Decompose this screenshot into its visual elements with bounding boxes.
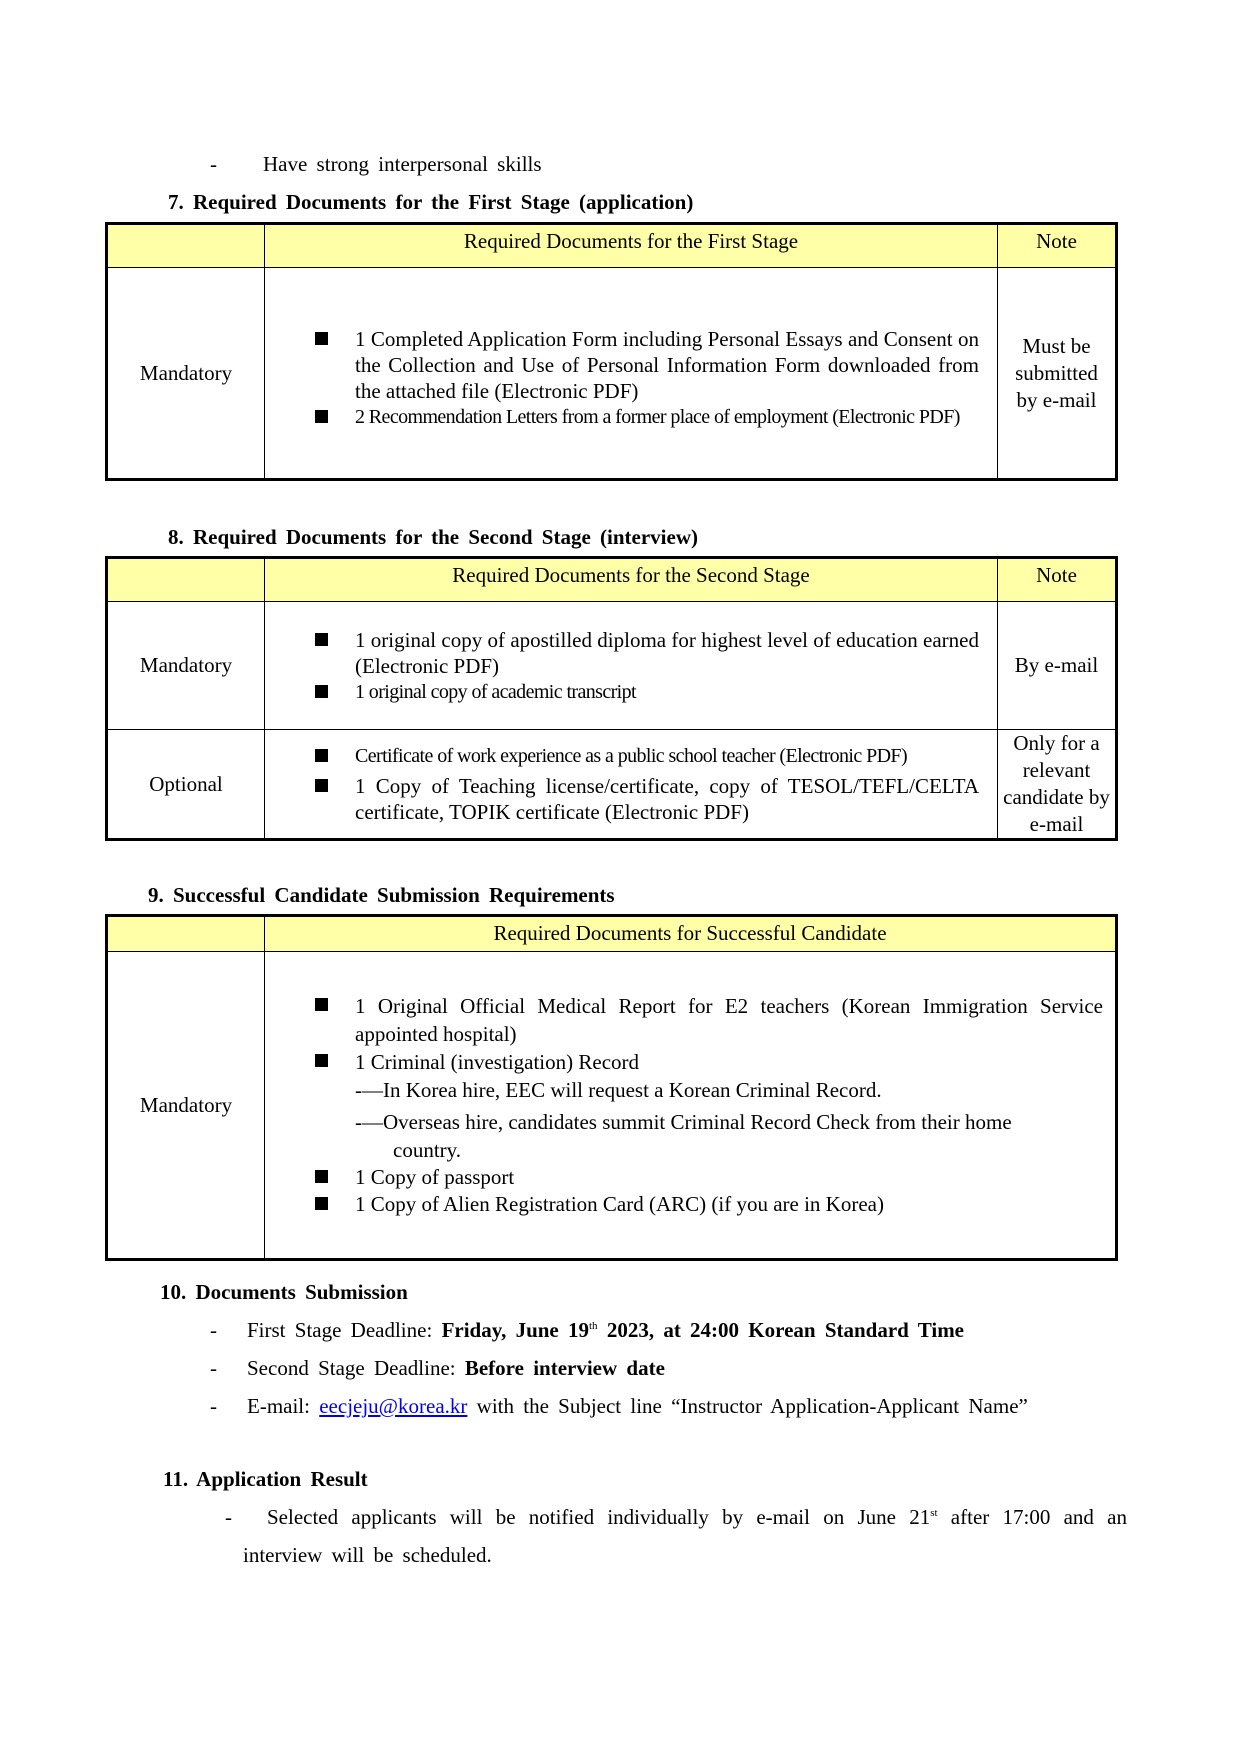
deadline2-marker: - (210, 1356, 217, 1380)
documents-cell (265, 602, 998, 730)
intro-bullet-text: Have strong interpersonal skills (263, 152, 542, 176)
square-bullet-icon (315, 633, 328, 646)
section7-header-documents: Required Documents for the First Stage (265, 224, 998, 268)
documents-cell (265, 268, 998, 480)
list-item: 1 Copy of Alien Registration Card (ARC) (if you are in Korea) (265, 1191, 1103, 1218)
section7-header-blank (107, 224, 265, 268)
section8-title: 8. Required Documents for the Second Stage (interview) (168, 525, 699, 549)
square-bullet-icon (315, 749, 328, 762)
section9-title: 9. Successful Candidate Submission Requirements (148, 883, 615, 907)
square-bullet-icon (315, 1170, 328, 1183)
row-label-mandatory: Mandatory (107, 602, 265, 730)
list-item: Certificate of work experience as a public school teacher (Electronic PDF) (265, 743, 979, 769)
table-row (107, 730, 1117, 840)
email-line: E-mail: eecjeju@korea.kr with the Subject line “Instructor Application-Applicant Name” (247, 1394, 1028, 1418)
criminal-record-sub-overseas-cont: country. (393, 1138, 462, 1162)
section11-title: 11. Application Result (163, 1467, 368, 1491)
email-marker: - (210, 1394, 217, 1418)
documents-cell (265, 952, 1117, 1260)
list-item: 1 Copy of Teaching license/certificate, copy of TESOL/TEFL/CELTA certificate, TOPIK certificate (Electronic PDF) (265, 773, 979, 825)
result-line-2: interview will be scheduled. (243, 1543, 492, 1567)
note-cell: Only for a relevant candidate by e-mail (998, 730, 1117, 840)
row-label-mandatory: Mandatory (107, 952, 265, 1260)
square-bullet-icon (315, 779, 328, 792)
criminal-record-sub-overseas: -—Overseas hire, candidates summit Criminal Record Check from their home (355, 1110, 1012, 1134)
deadline1-marker: - (210, 1318, 217, 1342)
section7-title: 7. Required Documents for the First Stage (application) (168, 190, 694, 214)
result-marker: - (225, 1505, 232, 1529)
square-bullet-icon (315, 410, 328, 423)
second-stage-deadline: Second Stage Deadline: Before interview date (247, 1356, 665, 1380)
intro-bullet-marker: - (210, 152, 217, 176)
section9-table (105, 914, 1118, 1261)
square-bullet-icon (315, 1197, 328, 1210)
result-line-1: Selected applicants will be notified individually by e-mail on June 21st after 17:00 and an (267, 1505, 1127, 1529)
section8-table (105, 556, 1118, 841)
documents-cell (265, 730, 998, 840)
section9-header-documents: Required Documents for Successful Candidate (265, 916, 1117, 952)
section10-title: 10. Documents Submission (160, 1280, 408, 1304)
row-label-optional: Optional (107, 730, 265, 840)
section8-header-blank (107, 558, 265, 602)
table-row (107, 602, 1117, 730)
note-cell: Must be submitted by e-mail (998, 268, 1117, 480)
table-row (107, 952, 1117, 1260)
square-bullet-icon (315, 685, 328, 698)
table-row (107, 268, 1117, 480)
first-stage-deadline: First Stage Deadline: Friday, June 19th 2023, at 24:00 Korean Standard Time (247, 1318, 965, 1342)
square-bullet-icon (315, 332, 328, 345)
square-bullet-icon (315, 998, 328, 1011)
note-cell: By e-mail (998, 602, 1117, 730)
row-label-mandatory: Mandatory (107, 268, 265, 480)
section7-table (105, 222, 1118, 481)
list-item: 1 Copy of passport (265, 1164, 1103, 1191)
list-item: 1 Criminal (investigation) Record (265, 1048, 1103, 1076)
list-item: 1 original copy of academic transcript (265, 679, 979, 705)
section7-header-note: Note (998, 224, 1117, 268)
list-item: 1 original copy of apostilled diploma for highest level of education earned (Electronic PDF) (265, 627, 979, 679)
criminal-record-sub-korea: -—In Korea hire, EEC will request a Korean Criminal Record. (355, 1078, 882, 1102)
section8-header-note: Note (998, 558, 1117, 602)
section8-header-documents: Required Documents for the Second Stage (265, 558, 998, 602)
list-item: 1 Original Official Medical Report for E2 teachers (Korean Immigration Service appointed hospital) (265, 992, 1103, 1048)
list-item: 1 Completed Application Form including Personal Essays and Consent on the Collection and Use of Personal Information Form downloaded from the attached file (Electronic PDF) (265, 326, 979, 404)
email-link[interactable]: eecjeju@korea.kr (319, 1394, 468, 1418)
square-bullet-icon (315, 1054, 328, 1067)
list-item: 2 Recommendation Letters from a former place of employment (Electronic PDF) (265, 404, 979, 430)
section9-header-blank (107, 916, 265, 952)
